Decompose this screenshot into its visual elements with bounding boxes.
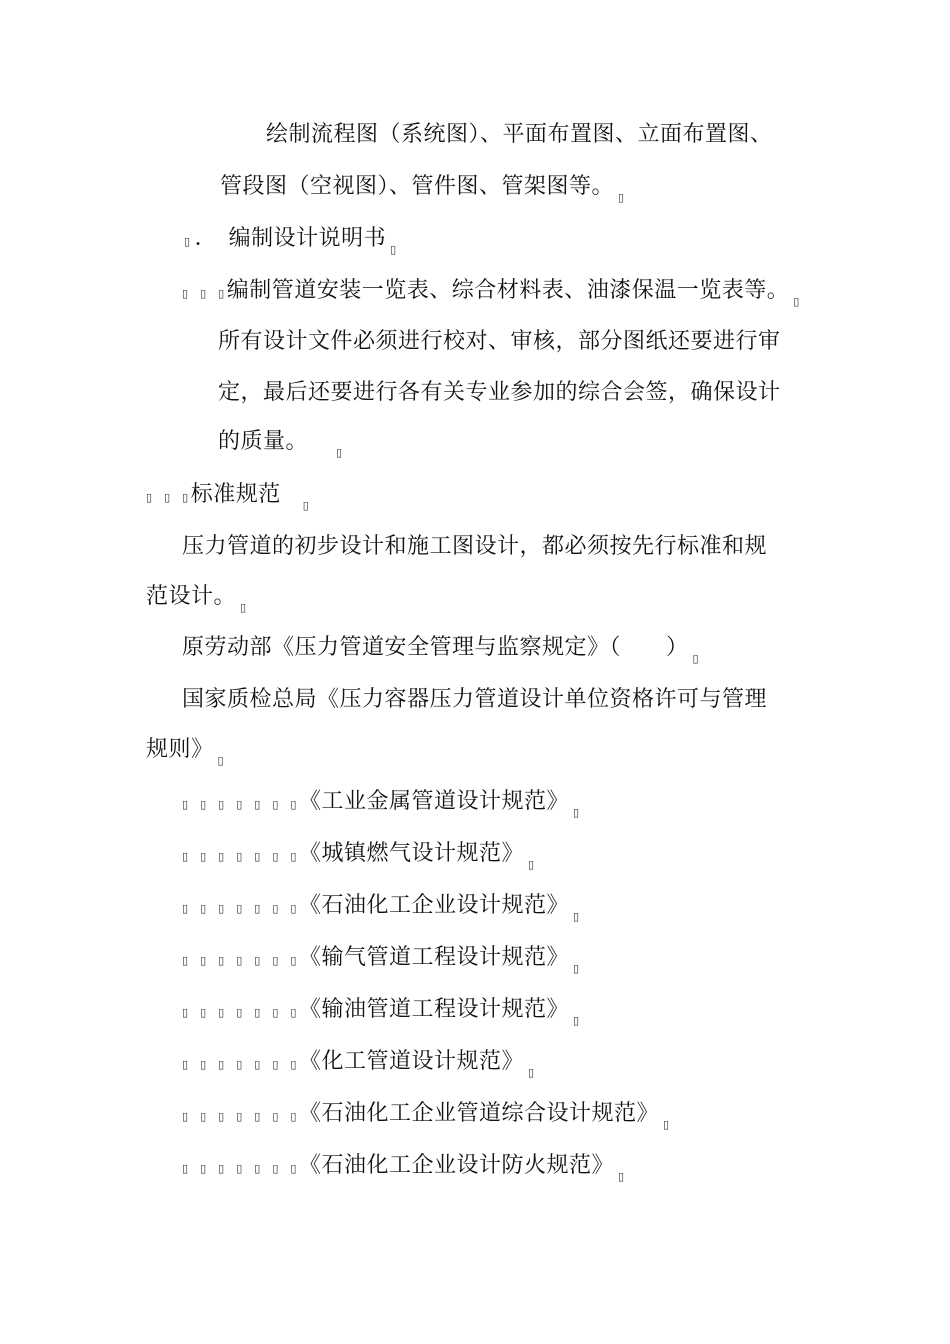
placeholder-glyph: ▯: [254, 798, 261, 811]
text-line: 定，最后还要进行各有关专业参加的综合会签，确保设计: [218, 380, 781, 405]
text-line: 压力管道的初步设计和施工图设计，都必须按先行标准和规: [182, 534, 768, 559]
placeholder-glyph: ▯: [236, 1162, 243, 1175]
standard-item: ▯ ▯ ▯ ▯ ▯ ▯ ▯《化工管道设计规范》 ▯: [182, 1047, 535, 1088]
text-line: 范设计。 ▯: [146, 582, 247, 623]
placeholder-glyph: ▯: [200, 954, 207, 967]
placeholder-glyph: ▯: [272, 902, 279, 915]
placeholder-glyph: ▯: [572, 806, 580, 819]
text-line: ▯ ▯ ▯编制管道安装一览表、综合材料表、油漆保温一览表等。 ▯: [182, 276, 800, 317]
placeholder-glyph: ▯: [200, 1058, 207, 1071]
placeholder-glyph: ▯: [254, 1162, 261, 1175]
placeholder-glyph: ▯: [182, 902, 189, 915]
placeholder-glyph: ▯: [182, 954, 189, 967]
placeholder-glyph: ▯: [527, 858, 535, 871]
placeholder-glyph: ▯: [200, 1006, 207, 1019]
placeholder-glyph: ▯: [272, 850, 279, 863]
placeholder-glyph: ▯: [272, 1006, 279, 1019]
placeholder-glyph: ▯: [182, 1162, 189, 1175]
placeholder-glyph: ▯: [618, 191, 625, 204]
text-line: 管段图（空视图）、管件图、管架图等。 ▯: [220, 172, 625, 213]
placeholder-glyph: ▯: [218, 1058, 225, 1071]
placeholder-glyph: ▯: [182, 850, 189, 863]
placeholder-glyph: ▯: [146, 491, 153, 504]
placeholder-glyph: ▯: [236, 1058, 243, 1071]
placeholder-glyph: ▯: [290, 1110, 297, 1123]
placeholder-glyph: ▯: [254, 1058, 261, 1071]
placeholder-glyph: ▯: [218, 287, 225, 300]
placeholder-glyph: ▯: [218, 798, 225, 811]
placeholder-glyph: ▯: [200, 902, 207, 915]
placeholder-glyph: ▯: [290, 902, 297, 915]
placeholder-glyph: ▯: [793, 295, 800, 308]
text-line: 规则》 ▯: [146, 735, 224, 776]
placeholder-glyph: ▯: [290, 798, 297, 811]
placeholder-glyph: ▯: [184, 235, 191, 248]
placeholder-glyph: ▯: [236, 850, 243, 863]
placeholder-glyph: ▯: [236, 954, 243, 967]
placeholder-glyph: ▯: [272, 1058, 279, 1071]
standard-item: ▯ ▯ ▯ ▯ ▯ ▯ ▯《输气管道工程设计规范》 ▯: [182, 943, 580, 984]
section-heading: ▯ ▯ ▯标准规范 ▯: [146, 480, 309, 521]
placeholder-glyph: ▯: [302, 499, 310, 512]
placeholder-glyph: ▯: [218, 1162, 225, 1175]
placeholder-glyph: ▯: [290, 1162, 297, 1175]
standard-item: ▯ ▯ ▯ ▯ ▯ ▯ ▯《石油化工企业管道综合设计规范》 ▯: [182, 1099, 670, 1140]
placeholder-glyph: ▯: [290, 850, 297, 863]
text-line: 的质量。 ▯: [218, 427, 343, 468]
placeholder-glyph: ▯: [236, 902, 243, 915]
placeholder-glyph: ▯: [218, 954, 225, 967]
placeholder-glyph: ▯: [572, 962, 580, 975]
placeholder-glyph: ▯: [272, 1162, 279, 1175]
placeholder-glyph: ▯: [240, 601, 247, 614]
placeholder-glyph: ▯: [182, 1006, 189, 1019]
placeholder-glyph: ▯: [164, 491, 171, 504]
standard-item: ▯ ▯ ▯ ▯ ▯ ▯ ▯《石油化工企业设计防火规范》 ▯: [182, 1151, 625, 1192]
placeholder-glyph: ▯: [572, 1014, 580, 1027]
placeholder-glyph: ▯: [272, 954, 279, 967]
placeholder-glyph: ▯: [182, 798, 189, 811]
placeholder-glyph: ▯: [218, 1110, 225, 1123]
placeholder-glyph: ▯: [662, 1118, 670, 1131]
placeholder-glyph: ▯: [200, 798, 207, 811]
placeholder-glyph: ▯: [200, 850, 207, 863]
placeholder-glyph: ▯: [254, 1110, 261, 1123]
placeholder-glyph: ▯: [272, 798, 279, 811]
placeholder-glyph: ▯: [254, 954, 261, 967]
placeholder-glyph: ▯: [236, 1110, 243, 1123]
placeholder-glyph: ▯: [272, 1110, 279, 1123]
placeholder-glyph: ▯: [200, 287, 207, 300]
placeholder-glyph: ▯: [236, 798, 243, 811]
placeholder-glyph: ▯: [254, 1006, 261, 1019]
placeholder-glyph: ▯: [572, 910, 580, 923]
text-line: 绘制流程图（系统图）、平面布置图、立面布置图、: [266, 122, 773, 147]
placeholder-glyph: ▯: [218, 902, 225, 915]
placeholder-glyph: ▯: [692, 652, 700, 665]
standard-item: ▯ ▯ ▯ ▯ ▯ ▯ ▯《石油化工企业设计规范》 ▯: [182, 891, 580, 932]
placeholder-glyph: ▯: [182, 1110, 189, 1123]
placeholder-glyph: ▯: [182, 491, 189, 504]
section-heading: ▯ ． 编制设计说明书 ▯: [184, 224, 397, 265]
placeholder-glyph: ▯: [390, 243, 397, 256]
placeholder-glyph: ▯: [218, 1006, 225, 1019]
placeholder-glyph: ▯: [200, 1110, 207, 1123]
placeholder-glyph: ▯: [218, 850, 225, 863]
text-line: 原劳动部《压力管道安全管理与监察规定》（ ） ▯: [182, 633, 699, 674]
text-line: 所有设计文件必须进行校对、审核，部分图纸还要进行审: [218, 329, 781, 354]
placeholder-glyph: ▯: [217, 754, 225, 767]
placeholder-glyph: ▯: [527, 1066, 535, 1079]
placeholder-glyph: ▯: [236, 1006, 243, 1019]
placeholder-glyph: ▯: [290, 1058, 297, 1071]
placeholder-glyph: ▯: [254, 850, 261, 863]
standard-item: ▯ ▯ ▯ ▯ ▯ ▯ ▯《工业金属管道设计规范》 ▯: [182, 787, 580, 828]
placeholder-glyph: ▯: [290, 954, 297, 967]
placeholder-glyph: ▯: [336, 446, 343, 459]
placeholder-glyph: ▯: [182, 1058, 189, 1071]
placeholder-glyph: ▯: [254, 902, 261, 915]
placeholder-glyph: ▯: [200, 1162, 207, 1175]
placeholder-glyph: ▯: [617, 1170, 625, 1183]
text-line: 国家质检总局《压力容器压力管道设计单位资格许可与管理: [182, 687, 768, 712]
standard-item: ▯ ▯ ▯ ▯ ▯ ▯ ▯《输油管道工程设计规范》 ▯: [182, 995, 580, 1036]
standard-item: ▯ ▯ ▯ ▯ ▯ ▯ ▯《城镇燃气设计规范》 ▯: [182, 839, 535, 880]
placeholder-glyph: ▯: [182, 287, 189, 300]
placeholder-glyph: ▯: [290, 1006, 297, 1019]
